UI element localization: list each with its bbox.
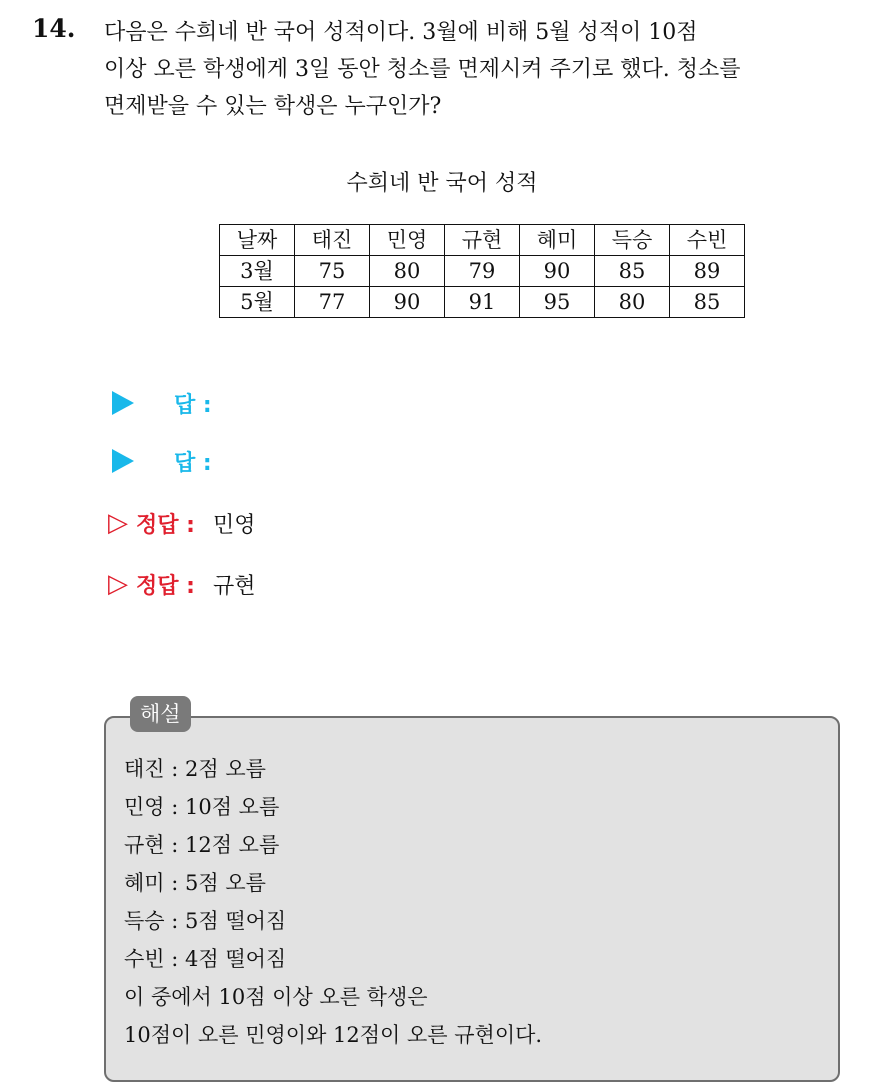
- correct-answer-label: 정답 :: [136, 512, 195, 538]
- explanation-text: [124, 750, 542, 1054]
- explanation-line: 10점이 오른 민영이와 12점이 오른 규현이다.: [124, 1023, 543, 1047]
- answer-blank-row: [108, 383, 212, 423]
- table-cell: 95: [520, 287, 595, 318]
- table-cell: 85: [595, 256, 670, 287]
- explanation-line: 혜미 : 5점 오름: [124, 871, 266, 895]
- question-line: 이상 오른 학생에게 3일 동안 청소를 면제시켜 주기로 했다. 청소를: [104, 57, 741, 82]
- explanation-line: 이 중에서 10점 이상 오른 학생은: [124, 985, 428, 1009]
- table-title: 수희네 반 국어 성적: [346, 171, 538, 196]
- answer-blank-row: [108, 441, 212, 481]
- table-cell: 90: [370, 287, 445, 318]
- table-cell: 75: [295, 256, 370, 287]
- outline-triangle-icon: ▷: [108, 569, 128, 599]
- table-cell: 규현: [445, 225, 520, 256]
- table-row: [220, 256, 745, 287]
- score-table: [219, 224, 745, 318]
- explanation-line: 득승 : 5점 떨어짐: [124, 909, 287, 933]
- explanation-line: 태진 : 2점 오름: [124, 757, 266, 781]
- correct-answer-label: 정답 :: [136, 573, 195, 599]
- answer-label: 답 :: [174, 392, 212, 418]
- table-cell: 77: [295, 287, 370, 318]
- explanation-line: 규현 : 12점 오름: [124, 833, 280, 857]
- table-cell: 80: [370, 256, 445, 287]
- table-header-row: [220, 225, 745, 256]
- question-number: 14.: [32, 14, 76, 43]
- table-cell: 민영: [370, 225, 445, 256]
- table-cell: 80: [595, 287, 670, 318]
- correct-answer-value: 민영: [212, 512, 256, 538]
- table-cell: 3월: [220, 256, 295, 287]
- table-cell: 89: [670, 256, 745, 287]
- table-row: [220, 287, 745, 318]
- question-text: [104, 14, 864, 125]
- table-cell: 수빈: [670, 225, 745, 256]
- answer-label: 답 :: [174, 450, 212, 476]
- explanation-line: 수빈 : 4점 떨어짐: [124, 947, 287, 971]
- table-cell: 90: [520, 256, 595, 287]
- table-cell: 5월: [220, 287, 295, 318]
- table-cell: 태진: [295, 225, 370, 256]
- table-cell: 날짜: [220, 225, 295, 256]
- table-cell: 79: [445, 256, 520, 287]
- outline-triangle-icon: ▷: [108, 508, 128, 538]
- explanation-line: 민영 : 10점 오름: [124, 795, 280, 819]
- table-cell: 85: [670, 287, 745, 318]
- table-cell: 91: [445, 287, 520, 318]
- table-cell: 혜미: [520, 225, 595, 256]
- play-triangle-icon: [112, 391, 134, 415]
- question-line: 면제받을 수 있는 학생은 누구인가?: [104, 94, 442, 119]
- correct-answer-row: [108, 503, 255, 543]
- correct-answer-value: 규현: [212, 573, 256, 599]
- table-cell: 득승: [595, 225, 670, 256]
- correct-answer-row: [108, 564, 255, 604]
- explanation-tab: 해설: [130, 696, 191, 732]
- play-triangle-icon: [112, 449, 134, 473]
- question-line: 다음은 수희네 반 국어 성적이다. 3월에 비해 5월 성적이 10점: [104, 20, 698, 45]
